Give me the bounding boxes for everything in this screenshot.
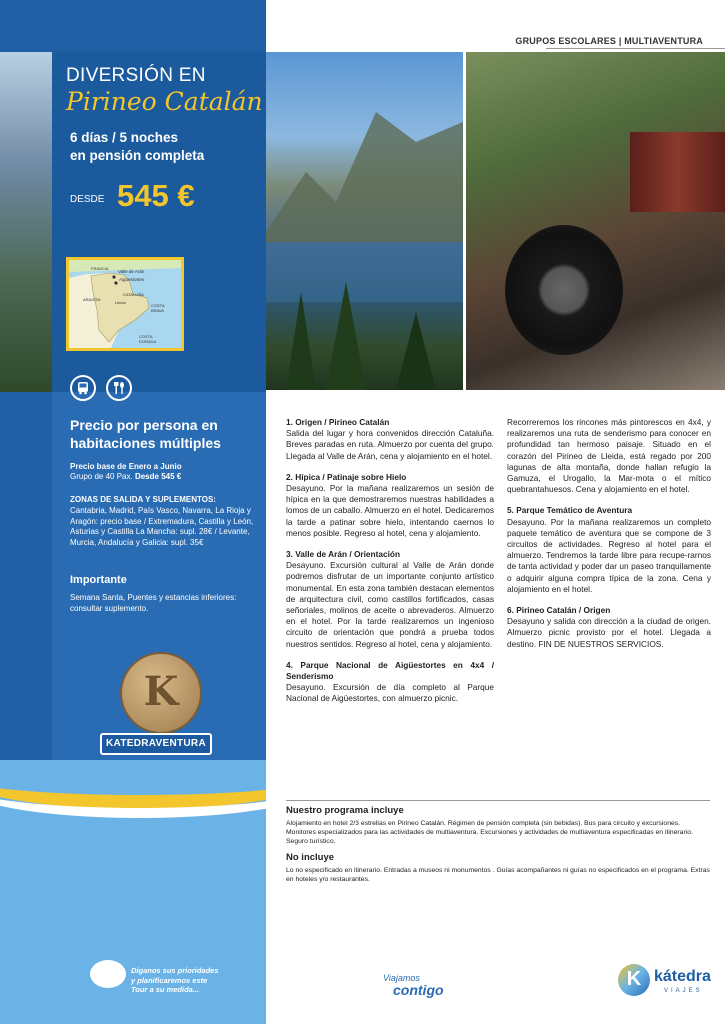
brand-name: kátedra <box>654 968 711 985</box>
service-icons <box>70 375 138 401</box>
map <box>66 257 184 351</box>
duration-line2: en pensión completa <box>70 148 205 163</box>
katedra-logo-letter: K <box>626 968 642 990</box>
title-line2: Pirineo Catalán <box>66 87 263 116</box>
header-divider <box>546 48 725 49</box>
group-size: Grupo de 40 Pax. <box>70 472 133 481</box>
price-base: Precio base de Enero a Junio <box>70 462 182 471</box>
duration <box>70 129 204 165</box>
map-label-valle: Valle de Arán <box>118 269 145 274</box>
not-included-text: Lo no especificado en itinerario. Entradas a museos ni monumentos . Guías acompañantes ni guías no especificados en el programa. Extras en hoteles y/o restaurantes. <box>286 867 710 883</box>
day4-text-continued: Recorreremos los rincones más pintorescos en 4x4, y realizaremos una ruta de senderismo para conocer en profundidad tan hermoso paisaje. Situado en el corazón del Pirineo de Lleida, está regado por 200 lagunas de alta montaña, donde hallan refugio la Gamuza, el Urogallo, la Mar-mota o el mítico quebrantahuesos. Cena y alojamiento en el hotel. <box>507 417 711 495</box>
day4-text: Desayuno. Excursión de día completo al Parque Nacional de Aigüestortes, con almuerzo picnic. <box>286 682 494 704</box>
day6-title: 6. Pirineo Catalán / Origen <box>507 605 611 616</box>
map-label-cataluna: CATALUÑA <box>123 292 144 297</box>
day4-title: 4. Parque Nacional de Aigüestortes en 4x4 / Senderismo <box>286 659 494 682</box>
map-label-lleida: Lleida <box>115 300 126 305</box>
day3-text: Desayuno. Excursión cultural al Valle de Arán donde podremos disfrutar de un importante conjunto artístico monumental. En esta zona también destacan elementos de arquitectura civil, como castillos fortificados, casas señoriales, molinos de aceite o abrevaderos. Almuerzo en el hotel. Por la tarde realizaremos un ingenioso circuito de orientación que pondrá a prueba todos nuestros sentidos. Regreso al hotel, cena y alojamiento. <box>286 560 494 649</box>
group-info <box>70 472 181 481</box>
jeep-tire <box>505 225 623 355</box>
logo-letter: K <box>143 668 179 715</box>
itinerary-column-1 <box>286 417 494 715</box>
day5-title: 5. Parque Temático de Aventura <box>507 505 633 516</box>
day3-title: 3. Valle de Arán / Orientación <box>286 549 401 560</box>
group-price: Desde 545 € <box>134 472 182 481</box>
title-line1: DIVERSIÓN EN <box>66 65 206 86</box>
important-text: Semana Santa, Puentes y estancias inferiores: consultar suplemento. <box>70 593 237 613</box>
slogan-small: Viajamos <box>383 973 420 983</box>
day1-text: Salida del lugar y hora convenidos dirección Cataluña. Breves paradas en ruta. Almuerzo por cuenta del grupo. Llegada al Valle de Arán, cena y alojamiento en el hotel. <box>286 428 494 461</box>
brand-sub: VIAJES <box>664 988 703 994</box>
not-included-title: No incluye <box>286 852 335 863</box>
price-prefix: DESDE <box>70 194 105 205</box>
map-label-costa-dorada: COSTA DORADA <box>139 334 157 344</box>
day5-text: Desayuno. Por la mañana realizaremos un completo paquete temático de aventura que se compone de 3 circuitos de actividades. Regreso al hotel para el almuerzo. Tendremos la tarde libre para recupe-rarnos de tanta actividad y poder dar un paseo tranquilamente o adquirir alguna compra típica de la zona. Cena y alojamiento en el hotel. <box>507 516 711 594</box>
category-label: GRUPOS ESCOLARES | MULTIAVENTURA <box>515 36 703 46</box>
price-title: Precio por persona en habitaciones múltiples <box>70 417 221 451</box>
katedraventura-logo <box>120 652 202 734</box>
duration-line1: 6 días / 5 noches <box>70 130 179 145</box>
map-label-aiguestortes: Aigüestortes <box>119 277 145 282</box>
slogan-big: contigo <box>393 982 444 998</box>
katedra-logo-icon <box>618 964 650 996</box>
logo-ribbon: KATEDRAVENTURA <box>100 733 212 755</box>
map-label-costa-brava: COSTA BRAVA <box>151 303 165 313</box>
top-header <box>266 30 725 52</box>
lake-photo <box>266 52 463 390</box>
mountain-photo-strip <box>0 52 52 392</box>
bubble-text-line3: Tour a su medida... <box>131 985 200 994</box>
price: 545 € <box>117 178 195 213</box>
zones-title: ZONAS DE SALIDA Y SUPLEMENTOS: <box>70 495 216 504</box>
day2-title: 2. Hípica / Patinaje sobre Hielo <box>286 471 407 482</box>
day1-title: 1. Origen / Pirineo Catalán <box>286 417 390 427</box>
map-label-aragon: ARAGÓN <box>83 297 101 302</box>
white-swoosh <box>0 752 266 818</box>
includes-title: Nuestro programa incluye <box>286 805 404 816</box>
bubble-text-line1: Díganos sus prioridades <box>131 966 219 975</box>
speech-bubble-icon <box>90 960 126 988</box>
zones-text: Cantabria, Madrid, País Vasco, Navarra, La Rioja y Aragón: precio base / Extremadura, Castilla y León, Asturias y Castilla La Mancha: supl. 28€ / Levante, Murcia, Andalucía y Galicia: supl. 35€ <box>70 506 254 547</box>
important-title: Importante <box>70 574 127 586</box>
jeep-grille <box>630 132 725 212</box>
day2-text: Desayuno. Por la mañana realizaremos un sesión de hípica en la que demostraremos nuestras habilidades a lomos de un caballo. Almuerzo en el hotel. Dedicaremos la tarde a patinar sobre hielo, intentando caernos lo menos posible. Regreso al hotel, cena y alojamiento. <box>286 483 494 538</box>
includes-section <box>286 800 710 890</box>
itinerary-column-2 <box>507 417 711 660</box>
cutlery-icon <box>106 375 132 401</box>
includes-text: Alojamiento en hotel 2/3 estrellas en Pirineo Catalán. Régimen de pensión completa (sin bebidas). Bus para circuito y excursiones. Monitores especializados para las actividades de multiaventura. Excursiones y actividades de multiaventura especificadas en itinerario. Seguro turístico. <box>286 820 693 845</box>
map-label-france: FRANCIA <box>91 266 109 271</box>
day6-text: Desayuno y salida con dirección a la ciudad de origen. Almuerzo picnic provisto por el hotel. Llegada a destino. FIN DE NUESTROS SERVICIOS. <box>507 616 711 649</box>
bus-icon <box>70 375 96 401</box>
bubble-text-line2: y planificaremos este <box>131 975 208 985</box>
bubble-text <box>131 966 219 995</box>
